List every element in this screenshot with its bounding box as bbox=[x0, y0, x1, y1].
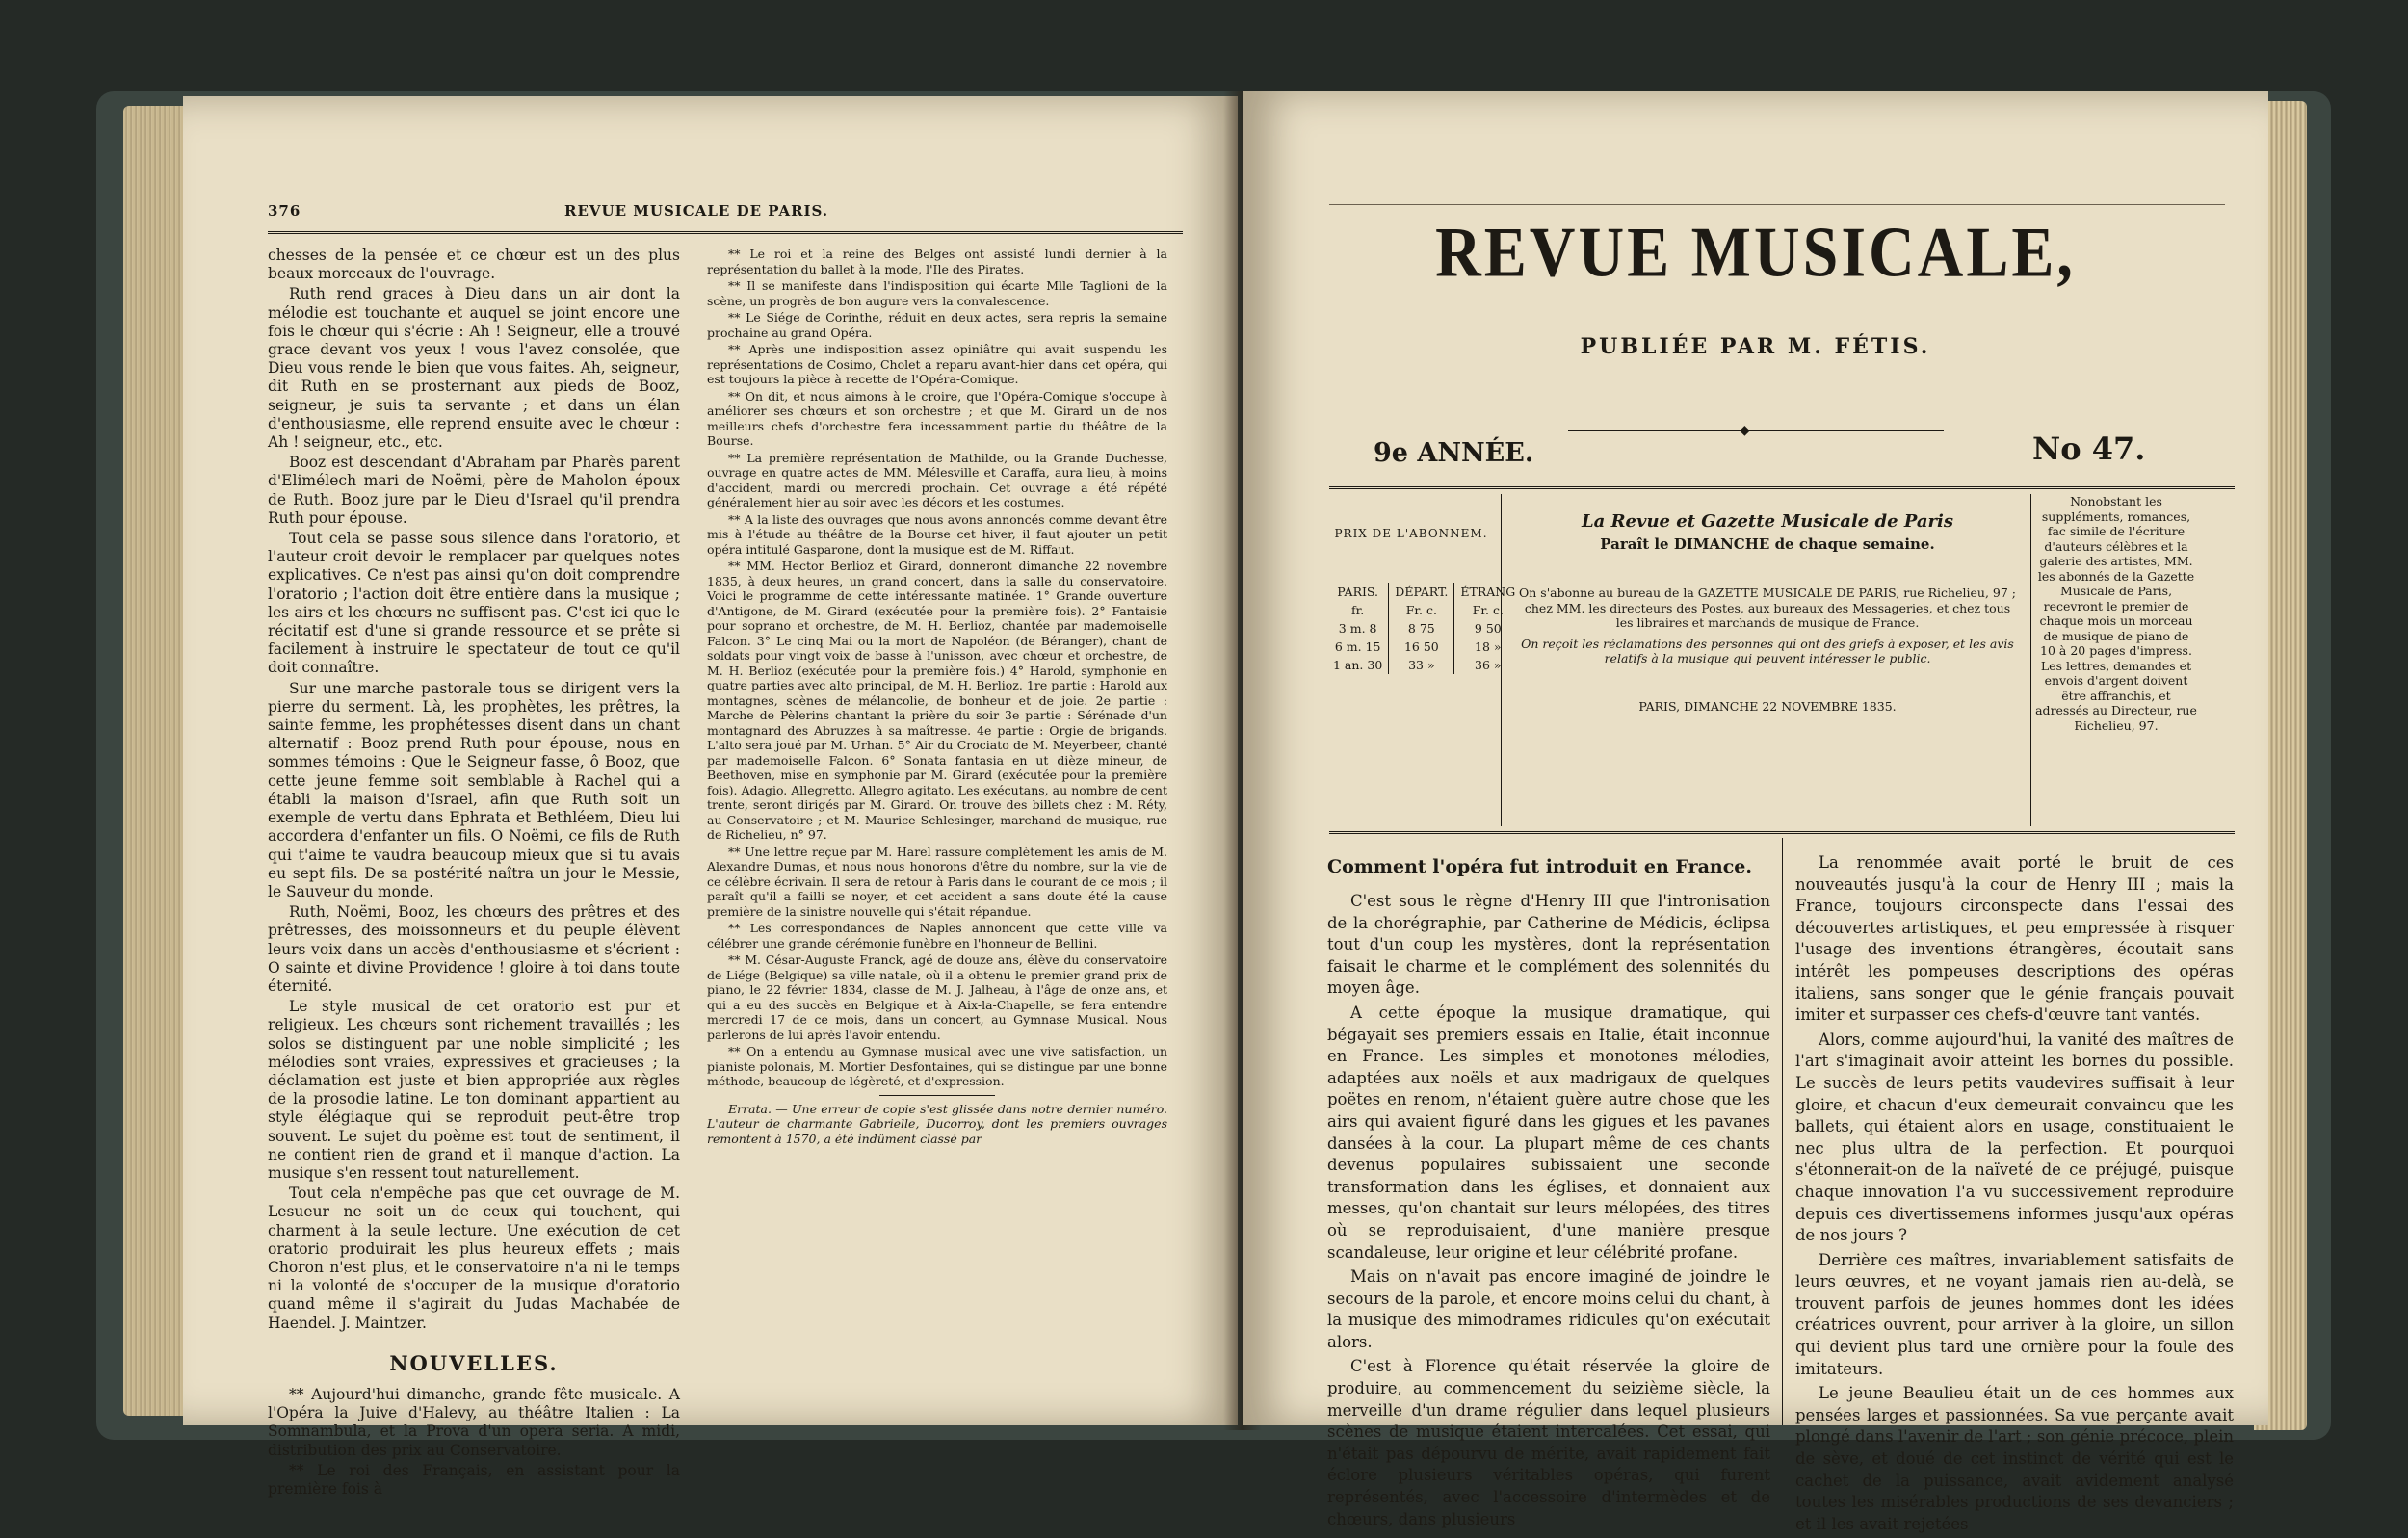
news-item: ** MM. Hector Berlioz et Girard, donneront dimanche 22 novembre 1835, à deux heures, un grand concert, dans la salle du conservatoire. Voici le programme de cette intéressante matinée. 1° Grande ouverture d'Antigone, de M. Girard (exécutée pour la première fois). 2° Fantaisie pour soprano et orchestre, de M. H. Berlioz, chantée par mademoiselle Falcon. 3° Le cinq Mai ou la mort de Napoléon (de Béranger), chant de soldats pour vingt voix de basse à l'unisson, avec chœur et orchestre, de M. H. Berlioz (exécutée pour la première fois.) 4° Harold, symphonie en quatre parties avec alto principal, de M. H. Berlioz. 1re partie : Harold aux montagnes, scènes de mélancolie, de bonheur et de joie. 2e partie : Marche de Pèlerins chantant la prière du soir 3e partie : Sérénade d'un montagnard des Abruzzes à sa maîtresse. 4e partie : Orgie de brigands. L'alto sera joué par M. Urhan. 5° Air du Crociato de M. Meyerbeer, chanté par mademoiselle Falcon. 6° Sonata fantasia en ut dièze mineur, de Beethoven, mise en symphonie par M. Girard (exécutée pour la première fois). Adagio. Allegretto. Allegro agitato. Les exécutans, au nombre de cent trente, seront dirigés par M. Girard. On trouve des billets chez : M. Réty, au Conservatoire ; et M. Maurice Schlesinger, marchand de musique, rue de Richelieu, n° 97. bbox=[707, 559, 1167, 842]
paragraph: Mais on n'avait pas encore imaginé de joindre le secours de la parole, et encore moins celui du chant, à la musique des mimodrames ridicules qu'on exécutait alors. bbox=[1327, 1267, 1770, 1351]
news-item: ** Les correspondances de Naples annoncent que cette ville va célébrer une grande cérémonie funèbre en l'honneur de Bellini. bbox=[707, 921, 1167, 951]
paragraph: Ruth rend graces à Dieu dans un air dont la mélodie est touchante et auquel se joint encore une fois le chœur qui s'écrie : Ah ! Seigneur, elle a trouvé grace devant vos yeux ! vous l'avez consolée, que Dieu vous rende le bien que vous faites. Ah, seigneur, dit Ruth en se prosternant aux pieds de Booz, seigneur, je suis ta servante ; et dans un élan d'enthousiasme, elle reprend ensuite avec le chœur : Ah ! seigneur, etc., etc. bbox=[268, 285, 680, 452]
article-title: Comment l'opéra fut introduit en France. bbox=[1327, 856, 1752, 877]
errata-rule bbox=[879, 1095, 995, 1096]
box-bottom-rule bbox=[1329, 831, 2235, 834]
masthead-top-rule bbox=[1329, 204, 2225, 205]
left-column-1 bbox=[268, 247, 680, 1500]
table-header: PARIS. bbox=[1337, 585, 1379, 599]
running-head: REVUE MUSICALE DE PARIS. bbox=[564, 202, 829, 220]
dateline: PARIS, DIMANCHE 22 NOVEMBRE 1835. bbox=[1638, 698, 1897, 714]
page-number: 376 bbox=[268, 202, 301, 220]
right-page bbox=[1243, 91, 2268, 1533]
table-cell: 8 75 bbox=[1389, 619, 1454, 638]
article-column-divider bbox=[1782, 838, 1783, 1425]
news-item: ** On dit, et nous aimons à le croire, que l'Opéra-Comique s'occupe à améliorer ses chœurs et son orchestre ; et que M. Girard un de nos meilleurs chefs d'orchestre fera incessamment partie du théâtre de la Bourse. bbox=[707, 388, 1167, 448]
table-row bbox=[1327, 619, 1521, 638]
news-item: ** Le Siége de Corinthe, réduit en deux actes, sera repris la semaine prochaine au grand Opéra. bbox=[707, 310, 1167, 340]
table-header: DÉPART. bbox=[1389, 583, 1454, 601]
journal-title: REVUE MUSICALE, bbox=[1435, 213, 2076, 293]
issue-number: No 47. bbox=[2032, 430, 2146, 467]
side-note: Nonobstant les suppléments, romances, fac simile de l'écriture d'auteurs célèbres et la galerie des artistes, MM. les abonnés de la Gazette Musicale de Paris, recevront le premier de chaque mois un morceau de musique de piano de 10 à 20 pages d'impress. Les lettres, demandes et envois d'argent doivent être affranchis, et adressés au Directeur, rue Richelieu, 97. bbox=[2035, 494, 2197, 733]
left-column-2 bbox=[707, 247, 1167, 1148]
header-rule bbox=[268, 231, 1183, 234]
paragraph: La renommée avait porté le bruit de ces nouveautés jusqu'à la cour de Henry III ; mais la France, toujours circonspecte dans l'essai des découvertes artistiques, et peu empressée à risquer l'usage des inventions étrangères, écoutait sans intérêt les pompeuses descriptions des opéras italiens, sans songer que le génie français pouvait imiter et surpasser ces chefs-d'œuvre tant vantés. bbox=[1795, 853, 2234, 1025]
table-row bbox=[1327, 583, 1521, 601]
journal-subtitle: PUBLIÉE PAR M. FÉTIS. bbox=[1580, 334, 1931, 359]
complaints-note: On reçoit les réclamations des personnes qui ont des griefs à exposer, et les avis relatifs à la musique qui peuvent intéresser le public. bbox=[1521, 636, 2014, 665]
news-item: ** Le roi et la reine des Belges ont assisté lundi dernier à la représentation du ballet à la mode, l'Ile des Pirates. bbox=[707, 247, 1167, 276]
paragraph: C'est à Florence qu'était réservée la gloire de produire, au commencement du seizième siècle, la merveille d'un drame régulier dans lequel plusieurs scènes de musique étaient intercalées. Cet essai, qui n'était pas dépourvu de mérite, avait rapidement fait éclore plusieurs véritables opéras, qui furent représentés, avec l'accessoire d'intermèdes et de chœurs, dans plusieurs bbox=[1327, 1357, 1770, 1528]
table-cell: 6 m. 15 bbox=[1334, 639, 1381, 654]
news-item: ** Une lettre reçue par M. Harel rassure complètement les amis de M. Alexandre Dumas, et nous nous honorons d'être du nombre, sur la vie de ce célèbre écrivain. Il sera de retour à Paris dans le courant de ce mois ; il paraît qu'il a failli se noyer, et cet accident a sans doute été la cause première de la sinistre nouvelle qui s'était répandue. bbox=[707, 844, 1167, 919]
left-page bbox=[183, 96, 1238, 1498]
masthead-rule bbox=[1329, 486, 2235, 489]
table-cell: 3 m. 8 bbox=[1338, 621, 1377, 636]
table-cell: 1 an. 30 bbox=[1333, 658, 1383, 672]
price-table bbox=[1327, 583, 1521, 674]
paragraph: Alors, comme aujourd'hui, la vanité des maîtres de l'art s'imaginait avoir atteint les bornes du possible. Le succès de leurs petits vaudevires suffisait à leur gloire, et chacun d'eux demeurait convaincu que les ballets, qui étaient alors en usage, constituaient le nec plus ultra de la perfection. Et pourquoi s'étonnerait-on de la naïveté de ce préjugé, puisque chaque innovation l'a vu successivement reproduire depuis ces divertissemens informes jusqu'aux opéras de nos jours ? bbox=[1795, 1030, 2234, 1245]
news-item: ** Il se manifeste dans l'indisposition qui écarte Mlle Taglioni de la scène, un progrès de bon augure vers la convalescence. bbox=[707, 278, 1167, 308]
box-divider-right bbox=[2030, 494, 2031, 826]
news-item: ** Le roi des Français, en assistant pour la première fois à bbox=[268, 1461, 680, 1498]
news-item: ** A la liste des ouvrages que nous avons annoncés comme devant être mis à l'étude au théâtre de la Bourse cet hiver, il faut ajouter un petit opéra intitulé Gasparone, dont la musique est de M. Riffaut. bbox=[707, 511, 1167, 557]
news-item: ** On a entendu au Gymnase musical avec une vive satisfaction, un pianiste polonais, M. Mortier Desfontaines, qui se distingue par une bonne méthode, beaucoup de légèreté, et d'expression. bbox=[707, 1044, 1167, 1088]
paragraph: chesses de la pensée et ce chœur est un des plus beaux morceaux de l'ouvrage. bbox=[268, 247, 680, 283]
paragraph: Tout cela se passe sous silence dans l'oratorio, et l'auteur croit devoir le remplacer par quelques notes explicatives. Ce n'est pas ainsi qu'on doit comprendre l'oratorio ; l'action doit être entière dans la musique ; les airs et les chœurs ne suffisent pas. C'est ici que le récitatif est d'une si grande ressource et se prête si facilement à instruire le spectateur de tout ce qu'il doit connaître. bbox=[268, 530, 680, 677]
paragraph: Tout cela n'empêche pas que cet ouvrage de M. Lesueur ne soit un de ceux qui touchent, qui charment à la seule lecture. Une exécution de cet oratorio produirait les plus heureux effets ; mais Choron n'est plus, et le conservatoire n'a ni le temps ni la volonté de s'occuper de la musique d'oratorio quand même il s'agirait du Judas Machabée de Haendel. J. Maintzer. bbox=[268, 1185, 680, 1332]
year-label: 9e ANNÉE. bbox=[1374, 438, 1534, 468]
paragraph: Booz est descendant d'Abraham par Pharès parent d'Elimélech mari de Noëmi, père de Maholon époux de Ruth. Booz jure par le Dieu d'Israel qu'il prendra Ruth pour épouse. bbox=[268, 454, 680, 527]
table-cell: 16 50 bbox=[1389, 638, 1454, 656]
table-cell: Fr. c. bbox=[1389, 601, 1454, 619]
table-row bbox=[1327, 656, 1521, 674]
box-divider-left bbox=[1501, 494, 1502, 826]
ornament-icon: ◆ bbox=[1740, 423, 1750, 438]
paragraph: C'est sous le règne d'Henry III que l'intronisation de la chorégraphie, par Catherine de Médicis, éclipsa tout d'un coup les mystères, dont la représentation faisait le charme et le complément des solennités du moyen âge. bbox=[1327, 892, 1770, 998]
section-title: NOUVELLES. bbox=[389, 1350, 559, 1375]
article-column-2 bbox=[1795, 852, 2234, 1538]
news-item: ** M. César-Auguste Franck, agé de douze ans, élève du conservatoire de Liége (Belgique) sa ville natale, où il a obtenu le premier grand prix de piano, le 22 février 1834, classe de M. J. Jalheau, à l'âge de onze ans, et qui a eu des succès en Belgique et à Aix-la-Chapelle, se fera entendre mercredi 17 de ce mois, dans un concert, au Gymnase Musical. Nous parlerons de lui après l'avoir entendu. bbox=[707, 952, 1167, 1042]
left-page-edges bbox=[123, 106, 191, 1416]
paragraph: A cette époque la musique dramatique, qui bégayait ses premiers essais en Italie, était inconnue en France. Les simples et monotones mélodies, adaptées aux noëls et aux madrigaux de quelques poëtes en renom, n'étaient guère autre chose que les airs qui avaient figuré dans les gigues et les pavanes dansées à la cour. La plupart même de ces chants devenus populaires subissaient une seconde transformation dans les églises, et donnaient aux messes, qu'on chantait sur leurs mélopées, des titres où se reproduisaient, d'une manière presque scandaleuse, leur origine et leur célébrité profane. bbox=[1327, 1003, 1770, 1262]
table-cell: 9 50 bbox=[1454, 619, 1521, 638]
price-heading: PRIX DE L'ABONNEM. bbox=[1334, 527, 1488, 540]
table-cell: fr. bbox=[1351, 603, 1365, 617]
table-cell: 33 » bbox=[1389, 656, 1454, 674]
paragraph: Le style musical de cet oratorio est pur et religieux. Les chœurs sont richement travaillés ; les solos se distinguent par une noble simplicité ; les mélodies sont vraies, expressives et gracieuses ; la déclamation est juste et bien appropriée aux règles de la prosodie latine. Le ton dominant appartient au style élégiaque qui se reproduit peut-être trop souvent. Le sujet du poème est tout de sentiment, il ne contient rien de grand et il manque d'action. La musique s'en ressent tout naturellement. bbox=[268, 998, 680, 1182]
table-row bbox=[1327, 601, 1521, 619]
subscription-info: On s'abonne au bureau de la GAZETTE MUSICALE DE PARIS, rue Richelieu, 97 ; chez MM. les directeurs des Postes, aux bureaux des Messageries, et chez tous les libraires et marchands de musique de France. bbox=[1519, 586, 2016, 630]
table-row bbox=[1327, 638, 1521, 656]
news-item: ** La première représentation de Mathilde, ou la Grande Duchesse, ouvrage en quatre actes de MM. Mélesville et Caraffa, aura lieu, à moins d'accident, mardi ou mercredi prochain. Cet ouvrage a été répété généralement hier au soir avec les décors et les costumes. bbox=[707, 450, 1167, 509]
table-header: ÉTRANG bbox=[1454, 583, 1521, 601]
table-cell: 18 » bbox=[1454, 638, 1521, 656]
paragraph: Le jeune Beaulieu était un de ces hommes aux pensées larges et passionnées. Sa vue perçante avait plongé dans l'avenir de l'art ; son génie précoce, plein de sève, et doué de cet instinct de vérité qui est le cachet de la puissance, avait avidement analysé toutes les misérables productions de ses devanciers ; et il les avait rejetées bbox=[1795, 1384, 2234, 1533]
article-column-1 bbox=[1327, 891, 1770, 1533]
table-cell: Fr. c. bbox=[1454, 601, 1521, 619]
news-item: ** Aujourd'hui dimanche, grande fête musicale. A l'Opéra la Juive d'Halevy, au théâtre Italien : La Somnambula, et la Prova d'un opera seria. A midi, distribution des prix au Conservatoire. bbox=[268, 1385, 680, 1459]
paragraph: Sur une marche pastorale tous se dirigent vers la pierre du serment. Là, les prophètes, les prêtres, la sainte femme, les prophétesses disent dans un chant alternatif : Booz prend Ruth pour épouse, nous en sommes témoins : Que le Seigneur fasse, ô Booz, que cette jeune femme soit semblable à Rachel qui a établi la maison d'Israel, afin que Ruth soit un exemple de vertu dans Ephrata et Bethléem, Dieu lui accordera d'enfanter un fils. O Noëmi, ce fils de Ruth qui t'aime te vaudra beaucoup mieux que si tu avais eu sept fils. De sa postérité naîtra un jour le Messie, le Sauveur du monde. bbox=[268, 679, 680, 900]
ornament-rule bbox=[1568, 430, 1944, 431]
publication-schedule: Paraît le DIMANCHE de chaque semaine. bbox=[1600, 535, 1935, 553]
news-item: ** Après une indisposition assez opiniâtre qui avait suspendu les représentations de Cosimo, Cholet a reparu avant-hier dans cet opéra, qui est toujours la pièce à recette de l'Opéra-Comique. bbox=[707, 342, 1167, 386]
paragraph: Ruth, Noëmi, Booz, les chœurs des prêtres et des prêtresses, des moissonneurs et du peuple élèvent leurs voix dans un accès d'enthousiasme et s'écrient : O sainte et divine Providence ! gloire à toi dans toute éternité. bbox=[268, 903, 680, 995]
paragraph: Derrière ces maîtres, invariablement satisfaits de leurs œuvres, et ne voyant jamais rien au-delà, se trouvent parfois de jeunes hommes dont les idées créatrices ouvrent, pour arriver à la gloire, un sillon qui devient plus tard une ornière pour la foule des imitateurs. bbox=[1795, 1250, 2234, 1378]
gazette-title: La Revue et Gazette Musicale de Paris bbox=[1582, 511, 1953, 532]
errata: Errata. — Une erreur de copie s'est glissée dans notre dernier numéro. L'auteur de charmante Gabrielle, Ducorroy, dont les premiers ouvrages remontent à 1570, a été indûment classé par bbox=[707, 1101, 1167, 1146]
table-cell: 36 » bbox=[1454, 656, 1521, 674]
